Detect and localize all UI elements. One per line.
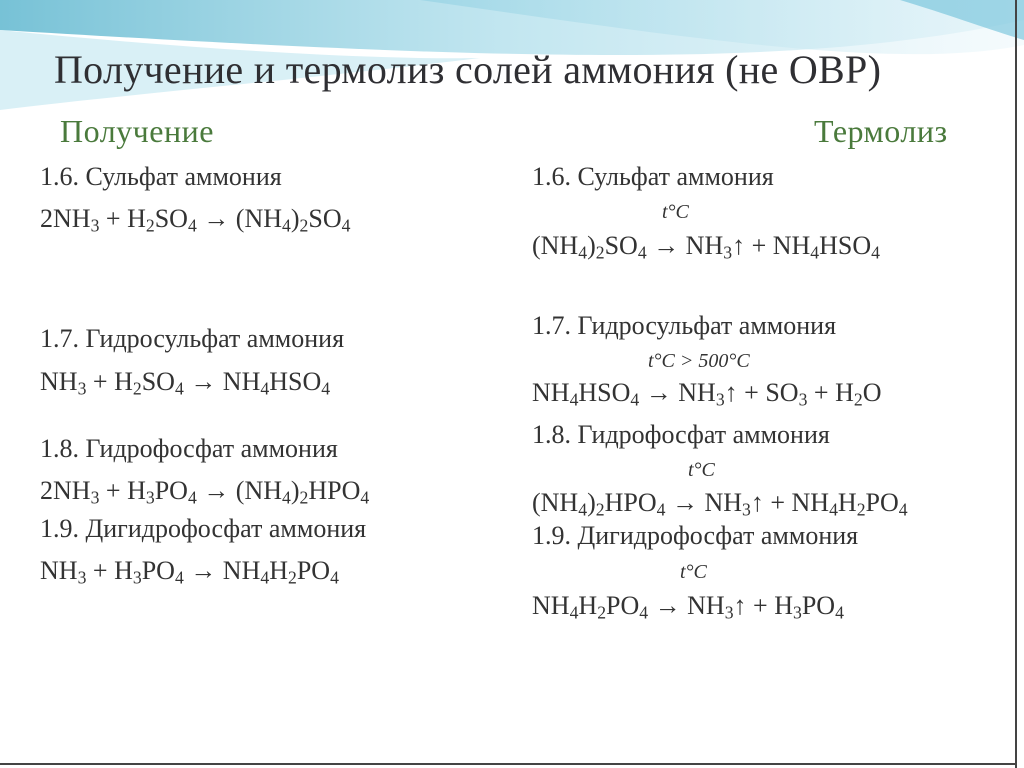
right-equation-2: $NH_4HSO_4$ → $NH_3↑ + SO_3 + H_2O$ — [532, 378, 882, 410]
subscript: 4 — [282, 215, 291, 236]
subscript: 4 — [187, 487, 197, 508]
subscript: 4 — [360, 487, 370, 508]
subscript: 4 — [578, 499, 588, 520]
subscript: 4 — [835, 602, 844, 623]
left-equation-4: $NH_3 + H_3PO_4 \to NH_4H_2PO_4$ — [40, 556, 339, 588]
right-equation-1: $(NH_4)_2SO_4$ → $NH_3↑ + NH_4HSO_4$ — [532, 231, 880, 263]
subscript: 4 — [260, 378, 270, 399]
left-label-4: 1.9. Дигидрофосфат аммония — [40, 514, 367, 543]
right-condition-4: t°C — [680, 561, 707, 583]
subscript: 4 — [630, 389, 640, 410]
right-equation-3: $(NH_4)_2HPO_4$ → $NH_3↑ + NH_4H_2PO_4$ — [532, 488, 908, 520]
subscript: 4 — [341, 215, 351, 236]
subscript: 2 — [299, 215, 309, 236]
subscript: 2 — [853, 389, 863, 410]
left-label-3: 1.8. Гидрофосфат аммония — [40, 434, 338, 463]
subscript: 4 — [829, 499, 838, 520]
subscript: 3 — [90, 487, 100, 508]
subscript: 3 — [132, 567, 142, 588]
subscript: 4 — [321, 378, 331, 399]
left-heading: Получение — [60, 113, 214, 149]
subscript: 4 — [260, 567, 270, 588]
subscript: 4 — [871, 242, 880, 263]
subscript: 4 — [578, 242, 588, 263]
left-equation-3: $2NH_3 + H_3PO_4 \to (NH_4)_2HPO_4$ — [40, 476, 370, 508]
right-condition-1: t°C — [662, 201, 689, 223]
subscript: 3 — [792, 602, 802, 623]
subscript: 4 — [898, 499, 908, 520]
left-equation-1: $2NH_3 + H_2SO_4 \to (NH_4)_2SO_4$ — [40, 204, 351, 236]
right-label-3: 1.8. Гидрофосфат аммония — [532, 420, 830, 449]
right-condition-3: t°C — [688, 459, 715, 481]
right-condition-2: t°C > 500°C — [648, 350, 750, 372]
subscript: 3 — [145, 487, 155, 508]
subscript: 4 — [656, 499, 666, 520]
subscript: 3 — [742, 499, 751, 520]
subscript: 4 — [639, 602, 649, 623]
page-title: Получение и термолиз солей аммония (не ОВР) — [54, 47, 882, 92]
subscript: 2 — [595, 242, 605, 263]
right-label-2: 1.7. Гидросульфат аммония — [532, 311, 837, 340]
subscript: 2 — [132, 378, 142, 399]
subscript: 4 — [810, 242, 820, 263]
subscript: 2 — [595, 499, 605, 520]
subscript: 4 — [637, 242, 647, 263]
right-label-1: 1.6. Сульфат аммония — [532, 162, 774, 191]
right-heading: Термолиз — [814, 113, 948, 149]
subscript: 4 — [174, 567, 184, 588]
subscript: 3 — [798, 389, 808, 410]
subscript: 2 — [856, 499, 866, 520]
subscript: 2 — [145, 215, 155, 236]
left-label-2: 1.7. Гидросульфат аммония — [40, 324, 345, 353]
subscript: 2 — [287, 567, 297, 588]
subscript: 3 — [77, 378, 87, 399]
subscript: 3 — [90, 215, 100, 236]
left-equation-2: $NH_3 + H_2SO_4 \to NH_4HSO_4$ — [40, 367, 331, 399]
subscript: 4 — [282, 487, 291, 508]
subscript: 4 — [330, 567, 339, 588]
subscript: 3 — [724, 602, 734, 623]
subscript: 4 — [174, 378, 184, 399]
right-equation-4: $NH_4H_2PO_4$ → $NH_3↑ + H_3PO_4$ — [532, 591, 844, 623]
subscript: 3 — [77, 567, 87, 588]
subscript: 2 — [299, 487, 309, 508]
right-label-4: 1.9. Дигидрофосфат аммония — [532, 521, 859, 550]
left-label-1: 1.6. Сульфат аммония — [40, 162, 282, 191]
subscript: 3 — [723, 242, 733, 263]
subscript: 4 — [569, 389, 579, 410]
subscript: 4 — [569, 602, 579, 623]
subscript: 2 — [597, 602, 607, 623]
subscript: 3 — [715, 389, 725, 410]
subscript: 4 — [187, 215, 197, 236]
